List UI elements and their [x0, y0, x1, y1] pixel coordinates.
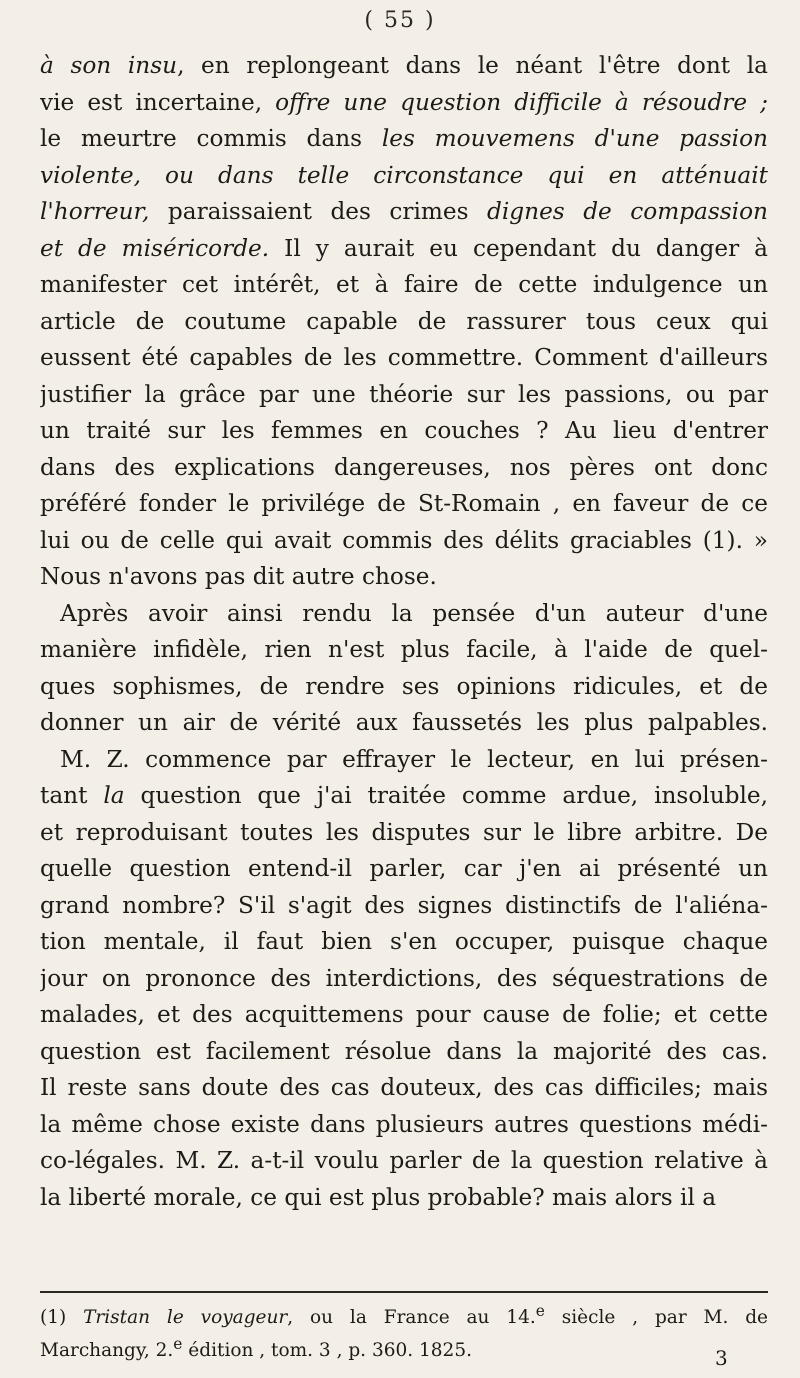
text-line: le meurtre commis dans les mouvemens d'une passion [40, 125, 768, 152]
text-line: malades, et des acquittemens pour cause de folie; et cette [40, 1001, 768, 1028]
text-line: tion mentale, il faut bien s'en occuper, puisque chaque [40, 928, 768, 955]
text-line: à son insu, en replongeant dans le néant l'être dont la [40, 52, 768, 79]
text-line: co-légales. M. Z. a-t-il voulu parler de la question relative à [40, 1147, 768, 1174]
text-line: quelle question entend-il parler, car j'en ai présenté un [40, 855, 768, 882]
text-line: tant la question que j'ai traitée comme ardue, insoluble, [40, 782, 768, 809]
text-line: la liberté morale, ce qui est plus probable? mais alors il a [40, 1183, 717, 1211]
text-line: lui ou de celle qui avait commis des délits graciables (1). » [40, 526, 768, 554]
text-line: et reproduisant toutes les disputes sur le libre arbitre. De [40, 818, 768, 846]
text-line: l'horreur, paraissaient des crimes dignes de compassion [40, 198, 768, 225]
text-line: Il reste sans doute des cas douteux, des cas difficiles; mais [40, 1074, 768, 1101]
text-line: dans des explications dangereuses, nos pères ont donc [40, 453, 768, 481]
text-line: eussent été capables de les commettre. Comment d'ailleurs [40, 344, 768, 371]
text-line: M. Z. commence par effrayer le lecteur, en lui présen- [60, 745, 768, 773]
text-line: grand nombre? S'il s'agit des signes distinctifs de l'aliéna- [40, 891, 768, 919]
text-line: Nous n'avons pas dit autre chose. [40, 563, 437, 590]
text-line: ques sophismes, de rendre ses opinions ridicules, et de [40, 672, 768, 700]
text-line: vie est incertaine, offre une question difficile à résoudre ; [40, 88, 768, 116]
footnote-line-1: (1) Tristan le voyageur, ou la France au 14.$^e$ siècle , par M. de [40, 1302, 768, 1329]
text-line: manifester cet intérêt, et à faire de cette indulgence un [40, 271, 768, 298]
text-line: question est facilement résolue dans la majorité des cas. [40, 1037, 768, 1065]
footnote-line-2: Marchangy, 2.$^e$ édition , tom. 3 , p. 360. 1825. [40, 1335, 472, 1362]
text-line: donner un air de vérité aux faussetés les plus palpables. [40, 709, 768, 736]
signature-mark: 3 [715, 1346, 728, 1370]
text-line: violente, ou dans telle circonstance qui en atténuait [40, 161, 768, 189]
page-number: ( 55 ) [364, 8, 436, 33]
text-line: justifier la grâce par une théorie sur les passions, ou par [40, 380, 768, 408]
main-text [40, 48, 768, 1216]
text-line: un traité sur les femmes en couches ? Au lieu d'entrer [40, 417, 768, 444]
text-line: Après avoir ainsi rendu la pensée d'un auteur d'une [60, 599, 768, 627]
text-line: la même chose existe dans plusieurs autres questions médi- [40, 1110, 768, 1138]
footnote-divider [40, 1291, 768, 1293]
text-line: préféré fonder le privilége de St-Romain , en faveur de ce [40, 490, 768, 517]
text-line: jour on prononce des interdictions, des séquestrations de [40, 964, 768, 992]
footnote [40, 1298, 768, 1364]
text-line: article de coutume capable de rassurer tous ceux qui [40, 307, 768, 335]
text-line: manière infidèle, rien n'est plus facile, à l'aide de quel- [40, 636, 768, 663]
text-line: et de miséricorde. Il y aurait eu cependant du danger à [40, 234, 768, 262]
